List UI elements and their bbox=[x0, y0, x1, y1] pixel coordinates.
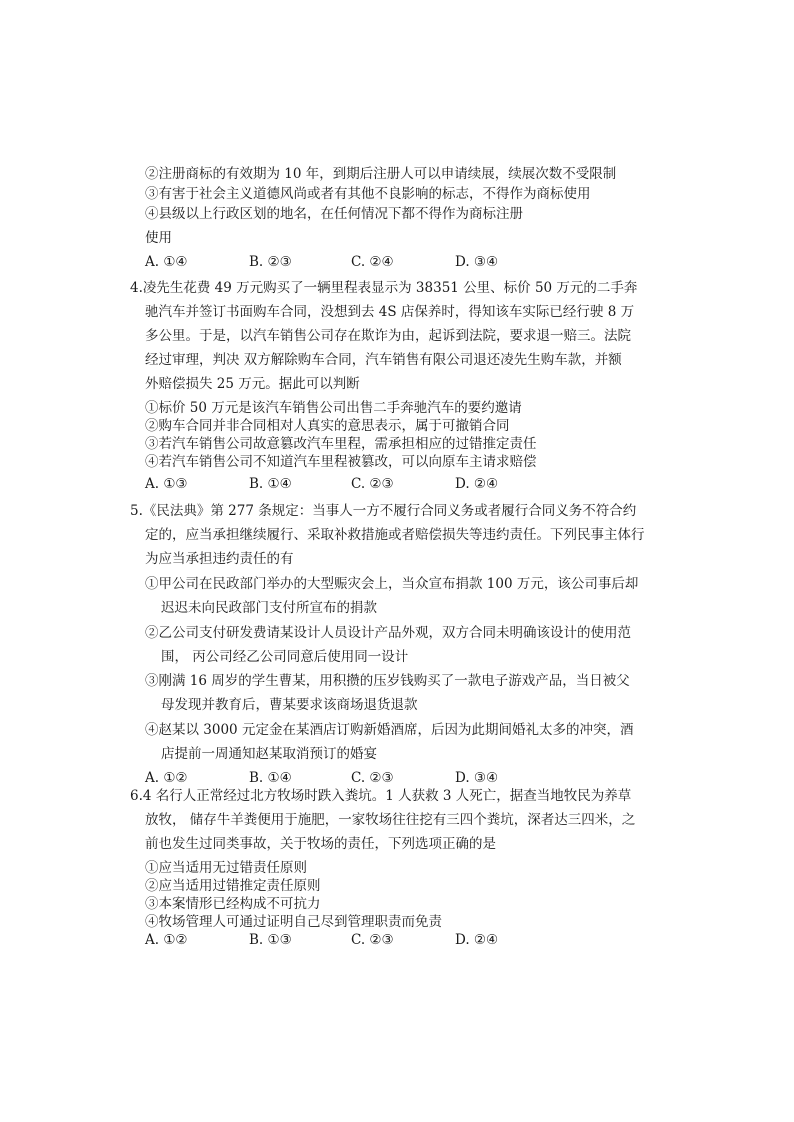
q3-option-d: D. ③④ bbox=[455, 254, 499, 270]
q5-stem-line-2: 定的，应当承担继续履行、采取补救措施或者赔偿损失等违约责任。下列民事主体行 bbox=[145, 527, 645, 543]
q6-stem-line-3: 前也发生过同类事故，关于牧场的责任，下列选项正确的是 bbox=[145, 836, 496, 852]
q4-item-1: ①标价 50 万元是该汽车销售公司出售二手奔驰汽车的要约邀请 bbox=[145, 400, 522, 416]
q5-option-a: A. ①② bbox=[145, 770, 188, 786]
q4-stem-line-5: 外赔偿损失 25 万元。据此可以判断 bbox=[145, 376, 360, 392]
q6-item-1: ①应当适用无过错责任原则 bbox=[145, 860, 307, 876]
q6-item-4: ④牧场管理人可通过证明自己尽到管理职责而免责 bbox=[145, 914, 442, 930]
q3-item-2: ②注册商标的有效期为 10 年，到期后注册人可以申请续展，续展次数不受限制 bbox=[145, 166, 617, 182]
q6-option-d: D. ②④ bbox=[455, 932, 499, 948]
q4-item-3: ③若汽车销售公司故意篡改汽车里程，需承担相应的过错推定责任 bbox=[145, 436, 537, 452]
q3-option-a: A. ①④ bbox=[145, 254, 188, 270]
q3-option-b: B. ②③ bbox=[249, 254, 292, 270]
q6-options bbox=[145, 931, 565, 949]
q5-item-1-line-1: ①甲公司在民政部门举办的大型赈灾会上，当众宣布捐款 100 万元，该公司事后却 bbox=[145, 576, 639, 592]
q5-option-b: B. ①④ bbox=[249, 770, 292, 786]
q3-item-4-continued: 使用 bbox=[145, 230, 172, 246]
q4-option-d: D. ②④ bbox=[455, 476, 499, 492]
q5-item-3-line-1: ③刚满 16 周岁的学生曹某，用积攒的压岁钱购买了一款电子游戏产品，当日被父 bbox=[145, 673, 630, 689]
q3-item-4: ④县级以上行政区划的地名，在任何情况下都不得作为商标注册 bbox=[145, 206, 523, 222]
q4-options bbox=[145, 475, 565, 493]
q4-option-b: B. ①④ bbox=[249, 476, 292, 492]
q5-item-2-line-1: ②乙公司支付研发费请某设计人员设计产品外观，双方合同未明确该设计的使用范 bbox=[145, 625, 631, 641]
q5-options bbox=[145, 769, 565, 787]
q6-option-b: B. ①③ bbox=[249, 932, 292, 948]
q4-stem-line-4: 经过审理，判决 双方解除购车合同，汽车销售有限公司退还凌先生购车款，并额 bbox=[145, 352, 622, 368]
q3-option-c: C. ②④ bbox=[351, 254, 394, 270]
q6-item-2: ②应当适用过错推定责任原则 bbox=[145, 878, 321, 894]
q5-item-3-line-2: 母发现并教育后，曹某要求该商场退货退款 bbox=[161, 697, 418, 713]
q6-option-a: A. ①② bbox=[145, 932, 188, 948]
q5-option-d: D. ③④ bbox=[455, 770, 499, 786]
q4-option-a: A. ①③ bbox=[145, 476, 188, 492]
q6-stem-line-1: 6.4 名行人正常经过北方牧场时跌入粪坑。1 人获救 3 人死亡，据查当地牧民为养草 bbox=[130, 788, 632, 804]
q5-item-1-line-2: 迟迟未向民政部门支付所宣布的捐款 bbox=[161, 600, 377, 616]
q4-option-c: C. ②③ bbox=[351, 476, 394, 492]
q4-stem-line-2: 驰汽车并签订书面购车合同，没想到去 4S 店保养时，得知该车实际已经行驶 8 万 bbox=[145, 304, 635, 320]
q4-item-4: ④若汽车销售公司不知道汽车里程被篡改，可以向原车主请求赔偿 bbox=[145, 454, 537, 470]
q5-stem-line-3: 为应当承担违约责任的有 bbox=[145, 551, 294, 567]
q6-option-c: C. ②③ bbox=[351, 932, 394, 948]
q4-item-2: ②购车合同并非合同相对人真实的意思表示，属于可撤销合同 bbox=[145, 418, 510, 434]
q4-stem-line-3: 多公里。于是，以汽车销售公司存在欺诈为由，起诉到法院，要求退一赔三。法院 bbox=[145, 328, 631, 344]
q6-item-3: ③本案情形已经构成不可抗力 bbox=[145, 896, 321, 912]
q5-stem-line-1: 5.《民法典》第 277 条规定：当事人一方不履行合同义务或者履行合同义务不符合约 bbox=[130, 503, 637, 519]
q3-options bbox=[145, 253, 565, 271]
q5-item-4-line-2: 店提前一周通知赵某取消预订的婚宴 bbox=[161, 746, 377, 762]
q6-stem-line-2: 放牧， 储存牛羊粪便用于施肥，一家牧场往往挖有三四个粪坑，深者达三四米，之 bbox=[145, 812, 636, 828]
q5-item-2-line-2: 围， 丙公司经乙公司同意后使用同一设计 bbox=[161, 649, 409, 665]
q3-item-3: ③有害于社会主义道德风尚或者有其他不良影响的标志，不得作为商标使用 bbox=[145, 186, 591, 202]
q5-option-c: C. ②③ bbox=[351, 770, 394, 786]
q5-item-4-line-1: ④赵某以 3000 元定金在某酒店订购新婚酒席，后因为此期间婚礼太多的冲突，酒 bbox=[145, 722, 634, 738]
q4-stem-line-1: 4.凌先生花费 49 万元购买了一辆里程表显示为 38351 公里、标价 50 万元的二手奔 bbox=[130, 280, 638, 296]
